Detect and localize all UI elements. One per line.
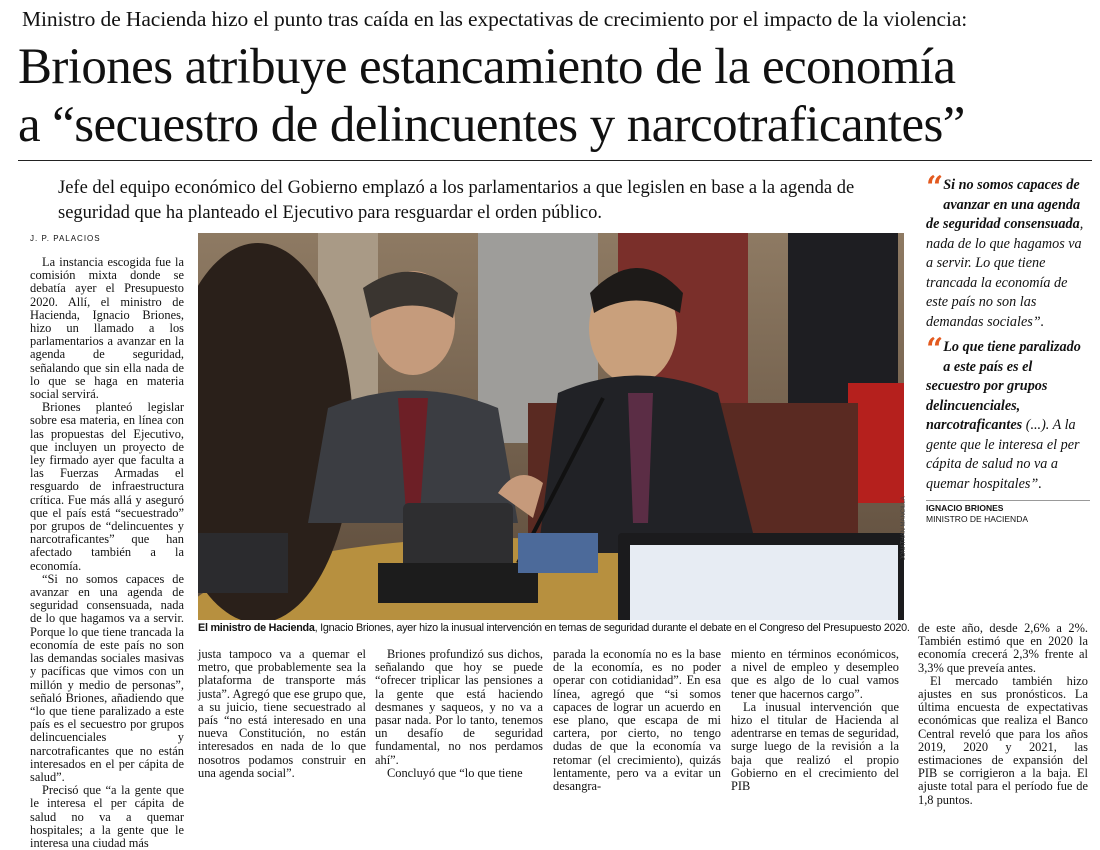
photo-illustration (198, 233, 904, 620)
pull-quote-1 (926, 170, 1090, 332)
headline-rule (18, 160, 1092, 161)
quote-mark-icon: “ (926, 170, 940, 205)
quote-rest: (...). A la gente que le interesa el per cápita de salud no va a quemar hospitales”. (926, 417, 1080, 492)
quote-attribution-title: MINISTRO DE HACIENDA (926, 514, 1029, 524)
body-paragraph: Briones profundizó sus dichos, señalando que hoy se puede “ofrecer triplicar las pensiones a la gente que está haciendo desmanes y saqueos, y no va a pasar nada. Por lo tanto, tenemos un desafío de seguridad fundamental, no nos perdamos ahí”. (375, 647, 543, 767)
pull-quote-2 (926, 332, 1090, 494)
body-paragraph: justa tampoco va a quemar el metro, que probablemente sea la plataforma de transporte más justa”. Agregó que ese grupo que, a su juicio, tiene secuestrado al país “no está interesado en una nueva Constitución, no están interesados en nada de lo que nosotros podamos construir en una agenda social”. (198, 647, 366, 780)
body-paragraph: El mercado también hizo ajustes en sus pronósticos. La última encuesta de expectativas económicas que realiza el Banco Central reveló que para los años 2019, 2020 y 2021, las estimaciones de expansión del PIB se corrigieron a la baja. El ajuste total para el período fue de 1,8 puntos. (918, 673, 1088, 807)
body-paragraph: Briones planteó legislar sobre esa materia, en línea con las propuestas del Ejecutivo, que incluyen un proyecto de ley firmado ayer que faculta a las Fuerzas Armadas el resguardo de infraestructura crítica. Fue más allá y aseguró que el país está “secuestrado” por grupos de “delincuentes y narcotraficantes” que han afectado también a la economía. (30, 400, 184, 573)
kicker: Ministro de Hacienda hizo el punto tras caída en las expectativas de crecimiento por el impacto de la violencia: (22, 7, 968, 31)
photo-credit: JONATHAN MANCILLA (901, 496, 907, 560)
quote-attribution-name: IGNACIO BRIONES (926, 503, 1004, 513)
body-column-6 (918, 622, 1088, 807)
article-photo (198, 233, 904, 620)
body-column-5 (731, 648, 899, 793)
body-column-2 (198, 648, 366, 780)
headline (18, 38, 1093, 154)
body-paragraph: parada la economía no es la base de la economía, es no poder operar con cotidianidad”. En esa línea, agregó que “si somos capaces de lograr un acuerdo en ese plano, que escapa de mi cartera, por cierto, no tengo dudas de que la economía va retomar (el crecimiento), quizás lentamente, pero va a evitar un desangra- (553, 647, 721, 794)
photo-caption (198, 622, 910, 635)
byline: J. P. PALACIOS (30, 234, 101, 243)
headline-line-1: Briones atribuye estancamiento de la economía (18, 39, 956, 95)
quote-attribution (926, 500, 1090, 525)
caption-text: , Ignacio Briones, ayer hizo la inusual intervención en temas de seguridad durante el debate en el Congreso del Presupuesto 2020. (314, 622, 910, 634)
deck: Jefe del equipo económico del Gobierno emplazó a los parlamentarios a que legislen en base a la agenda de seguridad que ha planteado el Ejecutivo para resguardar el orden público. (58, 178, 855, 223)
quote-bold: Lo que tiene paralizado a este país es el secuestro por grupos delincuenciales, narcotraficantes (926, 339, 1081, 433)
quote-mark-icon: “ (926, 332, 940, 367)
body-paragraph: de este año, desde 2,6% a 2%. También estimó que en 2020 la economía crecerá 2,3% frente al 3,3% que preveía antes. (918, 621, 1088, 675)
body-paragraph: miento en términos económicos, a nivel de empleo y desempleo que es algo de lo cual vamos tener que hacernos cargo”. (731, 647, 899, 701)
headline-line-2: a “secuestro de delincuentes y narcotraficantes” (18, 97, 965, 153)
body-paragraph: La inusual intervención que hizo el titular de Hacienda al adentrarse en temas de seguridad, surge luego de la revisión a la baja que realizó el propio Gobierno en el crecimiento del PIB (731, 699, 899, 794)
body-paragraph: Concluyó que “lo que tiene (387, 765, 523, 780)
body-column-3 (375, 648, 543, 780)
body-paragraph: Precisó que “a la gente que le interesa el per cápita de salud no va a quemar hospitales; a la gente que le interesa una ciudad más (30, 783, 184, 850)
body-paragraph: “Si no somos capaces de avanzar en una agenda de seguridad consensuada, nada de lo que hagamos va a servir. Porque lo que tiene trancada la economía de este país no son las demandas sociales masivas y pacíficas que vimos con un millón y medio de personas”, señaló Briones, añadiendo que “lo que tiene paralizado a este país es el secuestro por grupos delincuenciales y narcotraficantes que no están interesados en el per cápita de salud”. (30, 571, 184, 784)
caption-lead: El ministro de Hacienda (198, 622, 315, 634)
pull-quotes (926, 170, 1090, 525)
quote-bold: Si no somos capaces de avanzar en una agenda de seguridad consensuada (926, 177, 1081, 232)
quote-rest: , nada de lo que hagamos va a servir. Lo que tiene trancada la economía de este país no son las demandas sociales”. (926, 216, 1084, 330)
body-column-4 (553, 648, 721, 793)
body-paragraph: La instancia escogida fue la comisión mixta donde se debatía ayer el Presupuesto 2020. Allí, el ministro de Hacienda, Ignacio Briones, hizo un llamado a los parlamentarios a avanzar en la agenda de seguridad, señalando que sin ella nada de lo que se haga en materia social servirá. (30, 255, 184, 402)
body-column-1 (30, 256, 184, 850)
